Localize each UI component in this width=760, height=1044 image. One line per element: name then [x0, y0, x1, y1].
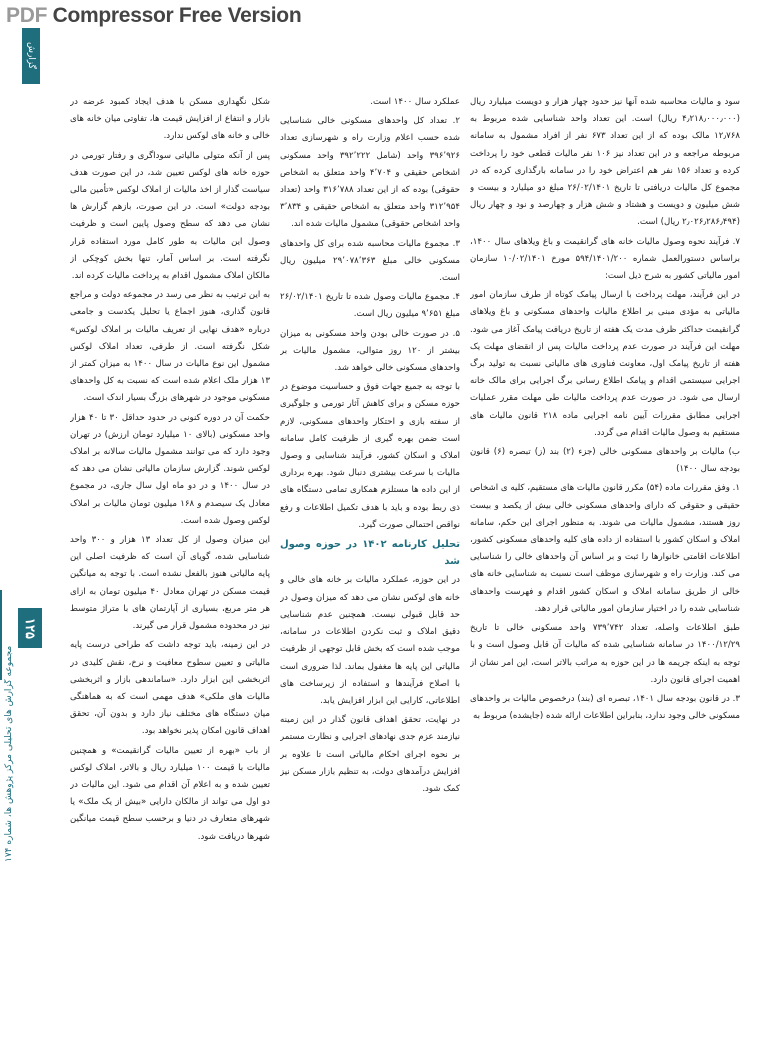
paragraph: شکل نگهداری مسکن با هدف ایجاد کمبود عرضه در بازار و انتفاع از افزایش قیمت ها، تفاوتی میان خانه های خالی و خانه های لوکس ندارد.: [70, 97, 270, 142]
paragraph: در این فرآیند، مهلت پرداخت با ارسال پیامک کوتاه از طرف سازمان امور مالیاتی به مؤدی مبنی بر اطلاع مالیات واحدهای مسکونی و باغ ویلاهای گرانقیمت حداکثر ظرف مدت یک هفته از تاریخ دریافت پیامک آغاز می شود. مهلت این فرآیند در صورت عدم پرداخت مالیات پس از انقضای مهلت یک هفته از تاریخ پیامک اول، معاونت فناوری های مالیاتی نسبت به تولید برگ اجرایی سیستمی اقدام و پیامک اطلاع رسانی برگ اجرایی برای مالک خانه ارسال می شود. در صورت عدم پرداخت مالیات طی مهلت مقرر عملیات اجرایی مطابق مقررات آیین نامه اجرایی ماده ۲۱۸ قانون مالیات های مستقیم به وصول مالیات اقدام می گردد.: [470, 290, 740, 438]
paragraph: ۳. در قانون بودجه سال ۱۴۰۱، تبصره ای (بند) درخصوص مالیات بر واحدهای مسکونی خالی وجود ندارد، بنابراین اطلاعات ارائه شده (جایشده) مربوط به: [470, 693, 740, 722]
paragraph: از باب «بهره از تعیین مالیات گرانقیمت» و همچنین مالیات با قیمت ۱۰۰ میلیارد ریال و بالاتر، املاک لوکس تعیین شده و به اعلام آن اقدام می شود. این مالیات در دو اول می تواند از مالکان دارایی «بیش از یک ملک» یا شهرهای متعارف در دنیا و برحسب سطح قیمت میانگین شهرها دریافت شود.: [70, 745, 270, 842]
paragraph: به این ترتیب به نظر می رسد در مجموعه دولت و مراجع قانون گذاری، هنوز اجماع یا تحلیل یکدست و جامعی درباره «هدف نهایی از تعریف مالیات بر املاک لوکس» شکل نگرفته است. از طرفی، تعداد املاک لوکس مشمول این نوع مالیات در سال ۱۴۰۰ به میزان کمتر از ۱۳ هزار ملک اعلام شده است که نسبت به کل واحدهای مسکونی موجود در شهرهای بزرگ بسیار اندک است.: [70, 290, 270, 404]
watermark-text: Compressor Free Version: [47, 4, 302, 27]
paragraph: با توجه به جمیع جهات فوق و حساسیت موضوع در حوزه مسکن و برای کاهش آثار تورمی و جلوگیری از سفته بازی و احتکار واحدهای مسکونی، لازم است ضمن بهره گیری از ظرفیت کامل سامانه املاک و اسکان کشور، فرآیند شناسایی و وصول مالیات با سرعت بیشتری دنبال شود. بهره برداری از این داده ها مستلزم همکاری تمامی دستگاه های ذی ربط بوده و باید با هدف تکمیل اطلاعات و رفع نواقص احتمالی صورت گیرد.: [280, 382, 460, 530]
paragraph: حکمت آن در دوره کنونی در حدود حداقل ۳۰ تا ۴۰ هزار واحد مسکونی (بالای ۱۰ میلیارد تومان ارزش) در تهران وجود دارد که می توانند مشمول مالیات سالانه بر املاک لوکس شوند. گزارش سازمان مالیاتی نشان می دهد که در سال ۱۴۰۰ و در دو ماه اول سال جاری، در مجموع معادل یک سیصدم و ۱۶۸ میلیون تومان مالیات بر املاک لوکس وصول شده است.: [70, 412, 270, 526]
paragraph: عملکرد سال ۱۴۰۰ است.: [370, 97, 460, 107]
paragraph: ۴. مجموع مالیات وصول شده تا تاریخ ۲۶/۰۲/۱۴۰۱ مبلغ ۹٬۶۵۱ میلیون ریال است.: [280, 292, 460, 320]
paragraph: سود و مالیات محاسبه شده آنها نیز حدود چهار هزار و دویست میلیارد ریال (۴٫۲۱۸٫۰۰۰٫۰۰۰ ریال) است. این تعداد واحد شناسایی شده مربوط به ۱۲٫۷۶۸ مالک بوده که از این تعداد ۶۷۳ نفر از افراد مشمول به سامانه مربوطه مراجعه و در این تعداد نیز ۱۰۶ نفر مالیات قطعی خود را پرداخت کرده و تعداد ۱۵۶ نفر هم اعتراض خود را در سامانه بارگذاری کرده که در مجموع کل مالیات دریافتی تا تاریخ ۲۶/۰۲/۱۴۰۱ مبلغ دو میلیارد و بیست و شش میلیون و دویست و هشتاد و شش هزار و چهارصد و نود و چهار ریال (۲٫۰۲۶٫۲۸۶٫۴۹۴ ریال) است.: [470, 97, 740, 228]
paragraph: پس از آنکه متولی مالیاتی سوداگری و رفتار تورمی در حوزه خانه های لوکس تعیین شد، در این صورت هدف سیاست گذار از اخذ مالیات از املاک لوکس «تأمین مالی بودجه دولت» است. در این صورت، بازهم گزارش ها نشان می دهد که سطح وصول پایین است و ظرفیت وصول این مالیات به طور کامل مورد استفاده قرار نگرفته است. بر اساس آمار، تنها بخش کوچکی از مالکان املاک مشمول اقدام به پرداخت مالیات کرده اند.: [70, 150, 270, 282]
paragraph: ۳. مجموع مالیات محاسبه شده برای کل واحدهای مسکونی خالی مبلغ ۲۹٬۰۷۸٬۳۶۳ میلیون ریال است.: [280, 238, 460, 284]
watermark-pdf: PDF: [6, 4, 48, 27]
side-rule: [0, 590, 2, 680]
section-tab: گزارش: [22, 28, 40, 84]
paragraph: طبق اطلاعات واصله، تعداد ۷۳۹٬۷۴۲ واحد مسکونی خالی تا تاریخ ۱۴۰۰/۱۲/۲۹ در سامانه شناسایی شده که مالیات آن قابل وصول است و با توجه به اینکه جریمه ها در این حوزه به مراتب بالاتر است، این امر نشان از اهمیت اجرای قانون دارد.: [470, 623, 740, 685]
paragraph: ۵. در صورت خالی بودن واحد مسکونی به میزان بیشتر از ۱۲۰ روز متوالی، مشمول مالیات بر واحدهای مسکونی خالی خواهد شد.: [280, 328, 460, 374]
side-caption: مجموعه گزارش های تحلیلی مرکز پژوهش ها، شماره ۱۷۴: [4, 645, 14, 862]
column-middle: [280, 94, 460, 1032]
paragraph: ۷. فرآیند نحوه وصول مالیات خانه های گرانقیمت و باغ ویلاهای سال ۱۴۰۰، براساس دستورالعمل شماره ۵۹۴/۱۴۰۱/۲۰۰ مورخ ۱۰/۰۲/۱۴۰۱ سازمان امور مالیاتی کشور به شرح ذیل است:: [470, 236, 740, 282]
watermark: [6, 4, 301, 28]
paragraph: این میزان وصول از کل تعداد ۱۳ هزار و ۳۰۰ واحد شناسایی شده، گویای آن است که ظرفیت اصلی این پایه مالیاتی هنوز بالفعل نشده است. با توجه به میانگین قیمت مسکن در تهران معادل ۴۰ میلیون تومان به ازای هر متر مربع، بسیاری از آپارتمان های با متراژ متوسط نیز در محدوده مشمول قرار می گیرند.: [70, 535, 270, 632]
paragraph: در این زمینه، باید توجه داشت که طراحی درست پایه مالیاتی و تعیین سطوح معافیت و نرخ، نقش کلیدی در اثربخشی این ابزار دارد. «ساماندهی بازار و اثربخشی مالیات های ملکی» هدف مهمی است که به هماهنگی میان دستگاه های مختلف نیاز دارد و بدون آن، تحقق اهداف قانون امکان پذیر نخواهد بود.: [70, 640, 270, 737]
paragraph: ۲. تعداد کل واحدهای مسکونی خالی شناسایی شده حسب اعلام وزارت راه و شهرسازی تعداد ۳۹۶٬۹۲۶ واحد (شامل ۳۹۲٬۲۲۲ واحد مسکونی اشخاص حقیقی و ۴٬۷۰۴ واحد متعلق به اشخاص حقوقی) بوده که از این تعداد ۳۱۶٬۷۸۸ واحد (تعداد ۳۱۲٬۹۵۴ واحد متعلق به اشخاص حقیقی و ۳٬۸۳۴ واحد اشخاص حقوقی) مشمول مالیات شده اند.: [280, 116, 460, 230]
paragraph: ۱. وفق مقررات ماده (۵۴) مکرر قانون مالیات های مستقیم، کلیه ی اشخاص حقیقی و حقوقی که دارای واحدهای مسکونی خالی بیش از یکصد و بیست روز هستند، مشمول مالیات می شوند. به منظور اجرای این حکم، سامانه املاک و اسکان کشور با استفاده از داده های کلیه واحدهای مسکونی کشور، اطلاعات اقامتی خانوارها را ثبت و بر اساس آن واحدهای خالی را شناسایی می کند. وزارت راه و شهرسازی موظف است نسبت به شناسایی خانه های خالی از طریق سامانه املاک و اسکان کشور اقدام و فهرست واحدهای شناسایی شده را در اختیار سازمان امور مالیاتی قرار دهد.: [470, 483, 740, 614]
column-right: [470, 94, 740, 1032]
paragraph: در این حوزه، عملکرد مالیات بر خانه های خالی و خانه های لوکس نشان می دهد که میزان وصول در حد قابل قبولی نیست. همچنین عدم شناسایی دقیق املاک و ثبت نکردن اطلاعات در سامانه، موجب شده است که بخش قابل توجهی از ظرفیت مالیاتی این پایه ها مغفول بماند. لذا ضروری است با اصلاح فرآیندها و استفاده از زیرساخت های اطلاعاتی، کارایی این ابزار افزایش یابد.: [280, 575, 460, 706]
paragraph: ب) مالیات بر واحدهای مسکونی خالی (جزء (۲) بند (ز) تبصره (۶) قانون بودجه سال ۱۴۰۰): [470, 447, 740, 475]
page-number: ۱۲۵: [18, 608, 42, 648]
paragraph: در نهایت، تحقق اهداف قانون گذار در این زمینه نیازمند عزم جدی نهادهای اجرایی و نظارت مستمر بر نحوه اجرای احکام مالیاتی است تا علاوه بر افزایش درآمدهای دولت، به تنظیم بازار مسکن نیز کمک شود.: [280, 715, 460, 794]
section-heading: تحلیل کارنامه ۱۴۰۲ در حوزه وصول شد: [280, 539, 460, 568]
column-left: [70, 94, 270, 1032]
